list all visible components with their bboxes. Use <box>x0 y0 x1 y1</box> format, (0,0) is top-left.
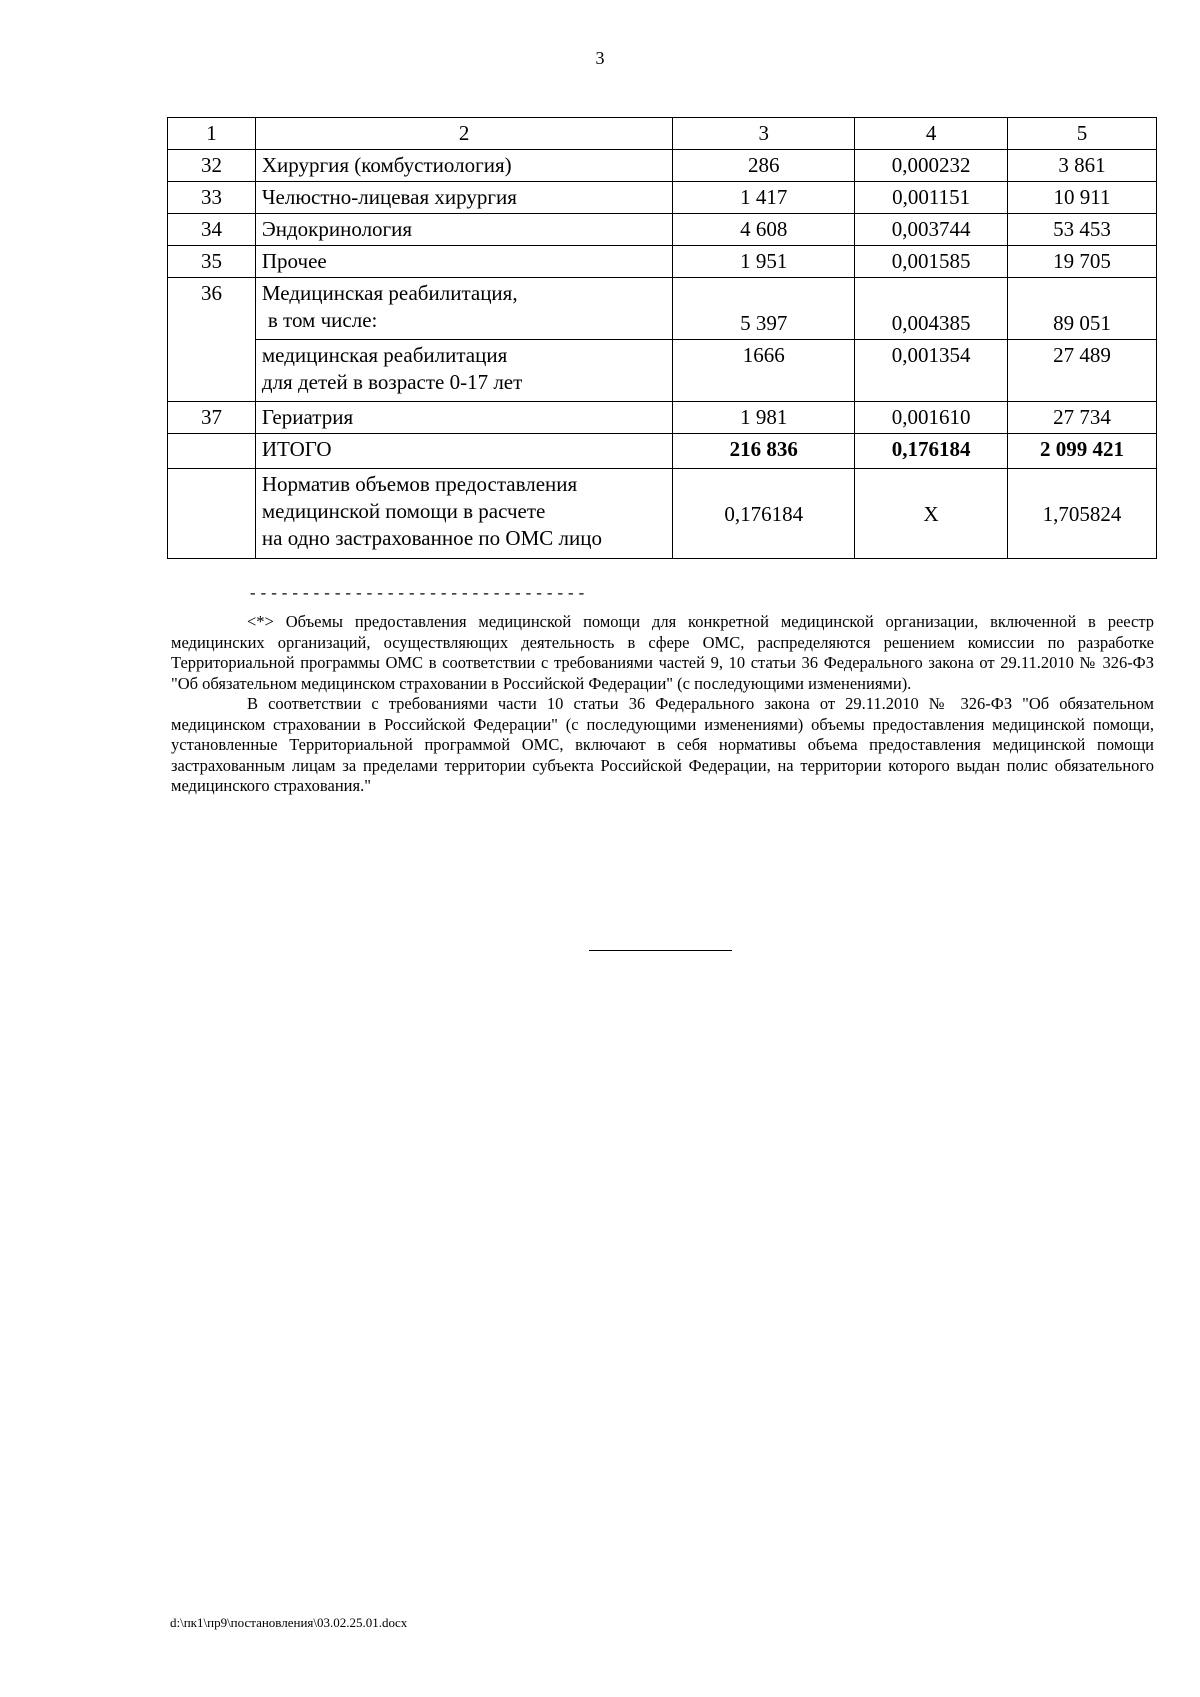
table-row-norm <box>168 469 1157 559</box>
table-row-total <box>168 434 1157 469</box>
row-number <box>168 434 256 469</box>
header-cell: 4 <box>855 118 1008 150</box>
row-number: 35 <box>168 246 256 278</box>
row-col3: 1 951 <box>673 246 855 278</box>
row-name-line: на одно застрахованное по ОМС лицо <box>261 526 602 550</box>
row-col3: 5 397 <box>673 278 855 340</box>
row-name-line: медицинской помощи в расчете <box>261 499 546 523</box>
row-col3: 0,176184 <box>673 469 855 559</box>
row-col5: 1,705824 <box>1008 469 1157 559</box>
row-name-line: Норматив объемов предоставления <box>261 472 578 496</box>
row-col5: 53 453 <box>1008 214 1157 246</box>
row-col5: 2 099 421 <box>1008 434 1157 469</box>
header-cell: 3 <box>673 118 855 150</box>
footnotes <box>171 612 1154 797</box>
table-row <box>168 246 1157 278</box>
table-row <box>168 214 1157 246</box>
row-col4: 0,003744 <box>855 214 1008 246</box>
header-cell: 1 <box>168 118 256 150</box>
row-name <box>255 278 673 340</box>
table-row <box>168 402 1157 434</box>
row-number: 34 <box>168 214 256 246</box>
row-name: Гериатрия <box>255 402 673 434</box>
row-name-line: для детей в возрасте 0-17 лет <box>261 370 523 394</box>
table-header-row <box>168 118 1157 150</box>
file-path-footer: d:\пк1\пр9\постановления\03.02.25.01.docx <box>170 1615 408 1630</box>
row-col3: 216 836 <box>673 434 855 469</box>
row-name-line: медицинская реабилитация <box>261 343 508 367</box>
row-name: Эндокринология <box>255 214 673 246</box>
row-col3: 286 <box>673 150 855 182</box>
row-name-line: в том числе: <box>267 308 378 332</box>
row-col4: 0,176184 <box>855 434 1008 469</box>
row-col4: 0,000232 <box>855 150 1008 182</box>
row-col4: 0,001354 <box>855 340 1008 402</box>
row-col5: 27 734 <box>1008 402 1157 434</box>
row-name: Прочее <box>255 246 673 278</box>
row-col4: 0,004385 <box>855 278 1008 340</box>
row-col5: 19 705 <box>1008 246 1157 278</box>
row-number: 36 <box>168 278 256 402</box>
row-name <box>255 340 673 402</box>
footnote-paragraph: <*> Объемы предоставления медицинской помощи для конкретной медицинской организации, включенной в реестр медицинских организаций, осуществляющих деятельность в сфере ОМС, распределяются решением комиссии по разработке Территориальной программы ОМС в соответствии с требованиями частей 9, 10 статьи 36 Федерального закона от 29.11.2010 № 326-ФЗ "Об обязательном медицинском страховании в Российской Федерации" (с последующими изменениями). <box>171 612 1154 693</box>
row-col3: 1 417 <box>673 182 855 214</box>
row-name: Хирургия (комбустиология) <box>255 150 673 182</box>
row-col3: 1666 <box>673 340 855 402</box>
volumes-table <box>167 117 1157 559</box>
table-row-rehabilitation-children <box>168 340 1157 402</box>
row-col5: 89 051 <box>1008 278 1157 340</box>
row-name: Челюстно-лицевая хирургия <box>255 182 673 214</box>
end-of-document-line <box>589 950 732 951</box>
row-number <box>168 469 256 559</box>
row-number: 37 <box>168 402 256 434</box>
row-name-line: Медицинская реабилитация, <box>261 281 518 305</box>
header-cell: 2 <box>255 118 673 150</box>
row-name <box>255 469 673 559</box>
page-number: 3 <box>595 48 605 68</box>
row-col5: 3 861 <box>1008 150 1157 182</box>
footnote-separator: -------------------------------- <box>248 585 588 603</box>
table-row <box>168 182 1157 214</box>
footnote-paragraph: В соответствии с требованиями части 10 статьи 36 Федерального закона от 29.11.2010 № 326-ФЗ "Об обязательном медицинском страховании в Российской Федерации" (с последующими изменениями) объемы предоставления медицинской помощи, установленные Территориальной программой ОМС, включают в себя нормативы объема предоставления медицинской помощи застрахованным лицам за пределами территории субъекта Российской Федерации, на территории которого выдан полис обязательного медицинского страхования." <box>171 694 1154 795</box>
row-name: ИТОГО <box>255 434 673 469</box>
header-cell: 5 <box>1008 118 1157 150</box>
row-col3: 4 608 <box>673 214 855 246</box>
row-number: 33 <box>168 182 256 214</box>
row-col4: 0,001151 <box>855 182 1008 214</box>
table-row <box>168 150 1157 182</box>
row-col4: 0,001610 <box>855 402 1008 434</box>
row-col4: Х <box>855 469 1008 559</box>
table-row-rehabilitation <box>168 278 1157 340</box>
row-col4: 0,001585 <box>855 246 1008 278</box>
row-col5: 10 911 <box>1008 182 1157 214</box>
row-number: 32 <box>168 150 256 182</box>
row-col5: 27 489 <box>1008 340 1157 402</box>
row-col3: 1 981 <box>673 402 855 434</box>
